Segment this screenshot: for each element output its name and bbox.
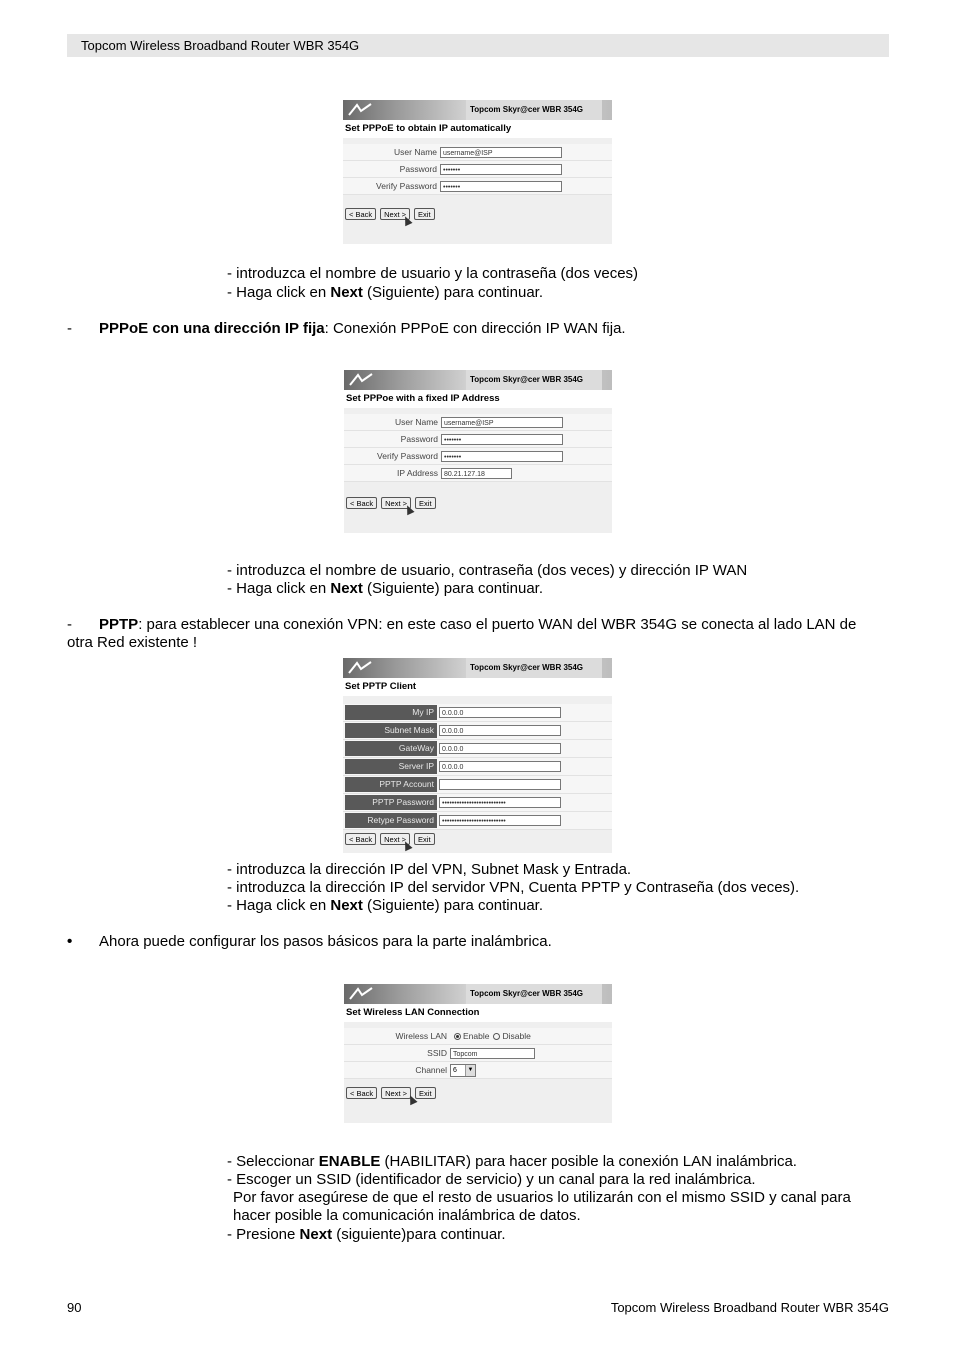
- field-label: User Name: [394, 147, 437, 157]
- form-row-username: [343, 144, 612, 161]
- back-button[interactable]: < Back: [345, 833, 376, 845]
- router-banner: [344, 984, 612, 1004]
- field-label: My IP: [345, 705, 437, 720]
- screenshot-pptp-client: [343, 658, 612, 853]
- my-ip-input[interactable]: 0.0.0.0: [439, 707, 561, 718]
- form-row-password: [343, 161, 612, 178]
- screenshot-pppoe-fixed: [344, 370, 612, 533]
- form-row-ssid: [344, 1045, 612, 1062]
- form-row-password: [344, 431, 612, 448]
- form-row-subnet-mask: [343, 722, 612, 740]
- form-row-retype-password: [343, 812, 612, 830]
- back-button[interactable]: < Back: [345, 208, 376, 220]
- pptp-password-input[interactable]: ••••••••••••••••••••••••••: [439, 797, 561, 808]
- pptp-account-input[interactable]: [439, 779, 561, 790]
- screen-title: Set PPPoE to obtain IP automatically: [343, 120, 612, 138]
- wizard-buttons: [345, 833, 435, 845]
- password-input[interactable]: •••••••: [441, 434, 563, 445]
- list-item-pptp-continued: otra Red existente !: [67, 634, 198, 651]
- header-title: Topcom Wireless Broadband Router WBR 354G: [81, 38, 360, 53]
- page-header: [67, 34, 889, 57]
- instruction-line: - Haga click en Next (Siguiente) para continuar.: [227, 580, 544, 597]
- instruction-line: - introduzca el nombre de usuario y la contraseña (dos veces): [227, 265, 639, 282]
- disable-radio[interactable]: [493, 1033, 500, 1040]
- page-number: 90: [67, 1300, 82, 1315]
- router-brand-label: Topcom Skyr@cer WBR 354G: [466, 984, 602, 1004]
- form-rows: [343, 144, 612, 195]
- topcom-logo-icon: [347, 102, 373, 118]
- field-label: PPTP Account: [345, 777, 437, 792]
- gateway-input[interactable]: 0.0.0.0: [439, 743, 561, 754]
- instruction-line: - Presione Next (siguiente)para continuar.: [227, 1226, 506, 1243]
- exit-button[interactable]: Exit: [414, 208, 435, 220]
- form-row-channel: [344, 1062, 612, 1079]
- form-row-gateway: [343, 740, 612, 758]
- wizard-buttons: [345, 208, 435, 220]
- router-banner: [343, 658, 612, 678]
- form-rows: [344, 1028, 612, 1079]
- field-label: SSID: [427, 1048, 447, 1058]
- server-ip-input[interactable]: 0.0.0.0: [439, 761, 561, 772]
- exit-button[interactable]: Exit: [414, 833, 435, 845]
- instruction-line: hacer posible la comunicación inalámbrica de datos.: [233, 1207, 581, 1224]
- back-button[interactable]: < Back: [346, 1087, 377, 1099]
- router-brand-label: Topcom Skyr@cer WBR 354G: [466, 100, 602, 120]
- disable-label: Disable: [502, 1031, 531, 1041]
- list-dash: -: [67, 616, 72, 633]
- form-row-verify-password: [344, 448, 612, 465]
- instruction-line: - Seleccionar ENABLE (HABILITAR) para hacer posible la conexión LAN inalámbrica.: [227, 1153, 797, 1170]
- username-input[interactable]: username@ISP: [441, 417, 563, 428]
- topcom-logo-icon: [347, 660, 373, 676]
- form-rows: [343, 704, 612, 830]
- list-item-pptp: PPTP: para establecer una conexión VPN: en este caso el puerto WAN del WBR 354G se conecta al lado LAN de: [99, 616, 857, 633]
- form-row-ip-address: [344, 465, 612, 482]
- field-label: GateWay: [345, 741, 437, 756]
- ssid-input[interactable]: Topcom: [450, 1048, 535, 1059]
- verify-password-input[interactable]: •••••••: [440, 181, 562, 192]
- field-label: Server IP: [345, 759, 437, 774]
- topcom-logo-icon: [348, 372, 374, 388]
- instruction-line: - introduzca la dirección IP del VPN, Subnet Mask y Entrada.: [227, 861, 632, 878]
- form-rows: [344, 414, 612, 482]
- field-label: IP Address: [397, 468, 438, 478]
- password-input[interactable]: •••••••: [440, 164, 562, 175]
- form-row-my-ip: [343, 704, 612, 722]
- channel-select[interactable]: 6 ▼: [450, 1064, 476, 1077]
- exit-button[interactable]: Exit: [415, 1087, 436, 1099]
- wizard-buttons: [346, 1087, 436, 1099]
- instruction-line: - introduzca la dirección IP del servidor VPN, Cuenta PPTP y Contraseña (dos veces).: [227, 879, 800, 896]
- screenshot-wireless-lan: [344, 984, 612, 1123]
- instruction-line: - introduzca el nombre de usuario, contraseña (dos veces) y dirección IP WAN: [227, 562, 748, 579]
- field-label: Password: [400, 434, 438, 444]
- field-label: PPTP Password: [345, 795, 437, 810]
- topcom-logo-icon: [348, 986, 374, 1002]
- field-label: Verify Password: [377, 451, 438, 461]
- enable-keyword: ENABLE: [318, 1153, 381, 1170]
- form-row-pptp-account: [343, 776, 612, 794]
- screen-title: Set PPTP Client: [343, 678, 612, 696]
- router-banner: [343, 100, 612, 120]
- screen-title: Set Wireless LAN Connection: [344, 1004, 612, 1022]
- ip-address-input[interactable]: 80.21.127.18: [441, 468, 512, 479]
- field-label: Verify Password: [376, 181, 437, 191]
- next-button[interactable]: Next >: [381, 497, 411, 509]
- bullet-text: Ahora puede configurar los pasos básicos para la parte inalámbrica.: [99, 933, 552, 950]
- retype-password-input[interactable]: ••••••••••••••••••••••••••: [439, 815, 561, 826]
- exit-button[interactable]: Exit: [415, 497, 436, 509]
- field-label: User Name: [395, 417, 438, 427]
- instruction-line: - Haga click en Next (Siguiente) para continuar.: [227, 897, 544, 914]
- form-row-username: [344, 414, 612, 431]
- back-button[interactable]: < Back: [346, 497, 377, 509]
- form-row-server-ip: [343, 758, 612, 776]
- subnet-mask-input[interactable]: 0.0.0.0: [439, 725, 561, 736]
- router-banner: [344, 370, 612, 390]
- next-button[interactable]: Next >: [380, 833, 410, 845]
- next-keyword: Next: [330, 897, 363, 914]
- screen-title: Set PPPoe with a fixed IP Address: [344, 390, 612, 408]
- footer-title: Topcom Wireless Broadband Router WBR 354G: [610, 1300, 889, 1315]
- bullet-icon: •: [67, 933, 73, 950]
- form-row-verify-password: [343, 178, 612, 195]
- next-keyword: Next: [299, 1226, 333, 1243]
- next-button[interactable]: Next >: [380, 208, 410, 220]
- chevron-down-icon: ▼: [465, 1065, 475, 1076]
- field-label: Password: [399, 164, 437, 174]
- field-label: Wireless LAN: [395, 1031, 447, 1041]
- list-dash: -: [67, 320, 72, 337]
- enable-label: Enable: [463, 1031, 490, 1041]
- next-button[interactable]: Next >: [381, 1087, 411, 1099]
- instruction-line: Por favor asegúrese de que el resto de usuarios lo utilizarán con el mismo SSID y canal para: [233, 1189, 851, 1206]
- next-keyword: Next: [330, 580, 363, 597]
- list-item-fixed-ip: PPPoE con una dirección IP fija: Conexión PPPoE con dirección IP WAN fija.: [99, 320, 626, 337]
- wizard-buttons: [346, 497, 436, 509]
- next-keyword: Next: [330, 284, 363, 301]
- verify-password-input[interactable]: •••••••: [441, 451, 563, 462]
- field-label: Channel: [415, 1065, 447, 1075]
- field-label: Retype Password: [345, 813, 437, 828]
- instruction-line: - Escoger un SSID (identificador de servicio) y un canal para la red inalámbrica.: [227, 1171, 756, 1188]
- field-label: Subnet Mask: [345, 723, 437, 738]
- form-row-pptp-password: [343, 794, 612, 812]
- router-brand-label: Topcom Skyr@cer WBR 354G: [466, 658, 602, 678]
- instruction-line: - Haga click en Next (Siguiente) para continuar.: [227, 284, 544, 301]
- router-brand-label: Topcom Skyr@cer WBR 354G: [466, 370, 602, 390]
- form-row-wireless-lan: [344, 1028, 612, 1045]
- screenshot-pppoe-auto: [343, 100, 612, 244]
- username-input[interactable]: username@ISP: [440, 147, 562, 158]
- enable-radio[interactable]: [454, 1033, 461, 1040]
